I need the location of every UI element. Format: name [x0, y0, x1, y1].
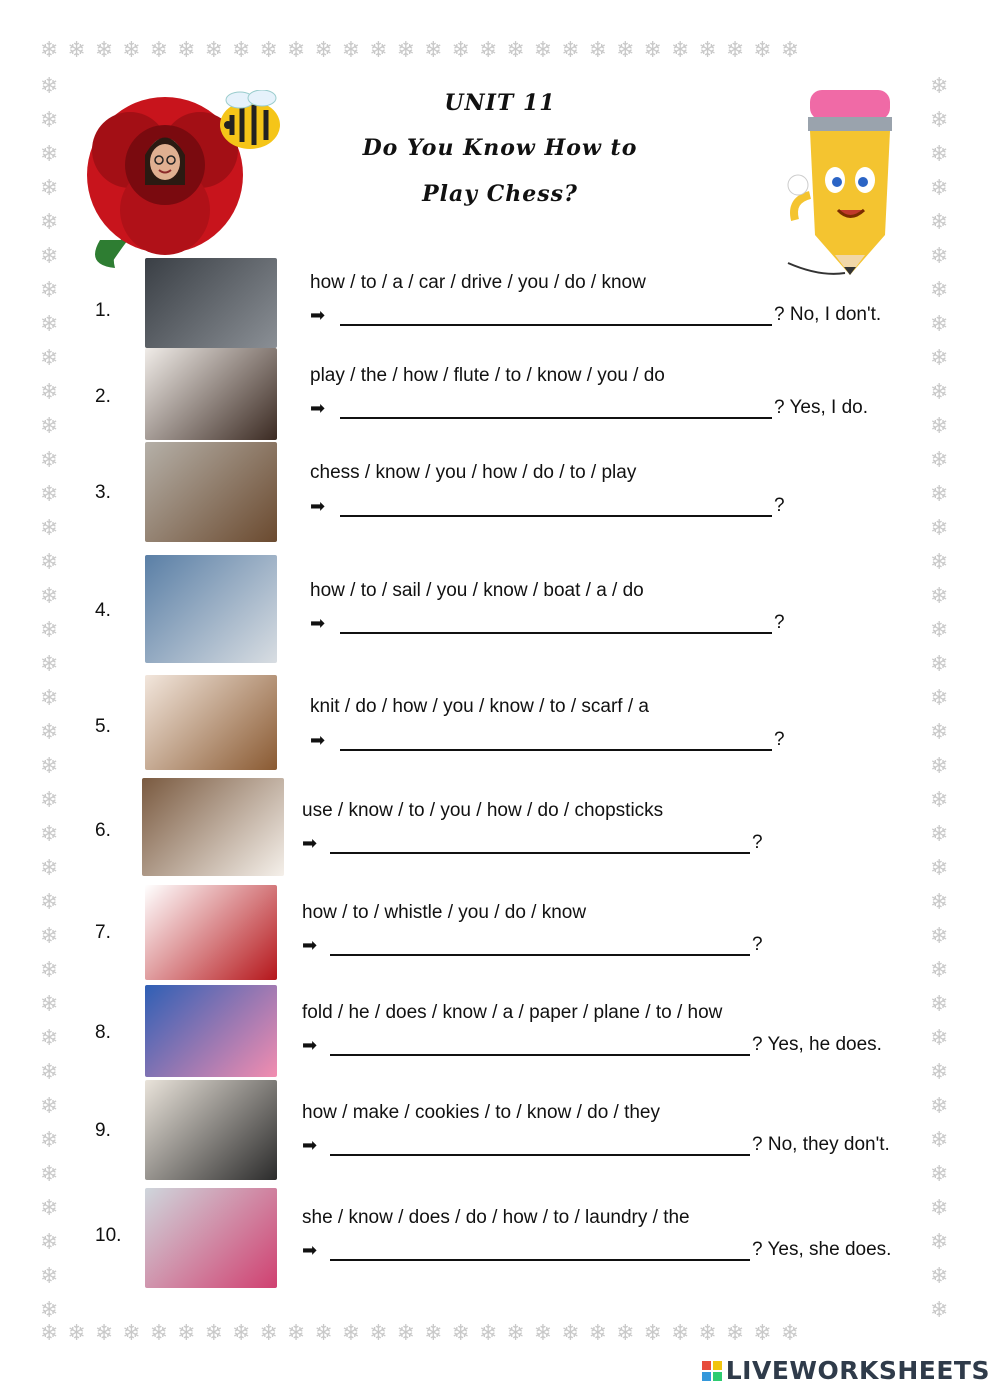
answer-tail: ?	[774, 612, 785, 633]
item-number: 3.	[95, 482, 111, 503]
item-number: 10.	[95, 1225, 122, 1246]
decorative-border-right: ❄❄❄❄❄❄❄❄❄❄❄❄❄❄❄❄❄❄❄❄❄❄❄❄❄❄❄❄❄❄❄❄❄❄❄❄❄	[930, 74, 949, 1322]
item-number: 1.	[95, 300, 111, 321]
answer-input-line[interactable]	[340, 417, 772, 419]
answer-tail: ?	[752, 832, 763, 853]
item-number: 5.	[95, 716, 111, 737]
activity-photo	[145, 1080, 277, 1180]
activity-photo	[142, 778, 284, 876]
scrambled-prompt: how / to / a / car / drive / you / do / know	[310, 272, 646, 293]
arrow-icon: ➡	[310, 613, 326, 634]
scrambled-prompt: fold / he / does / know / a / paper / plane / to / how	[302, 1002, 723, 1023]
decorative-border-top: ❄❄❄❄❄❄❄❄❄❄❄❄❄❄❄❄❄❄❄❄❄❄❄❄❄❄❄❄	[40, 40, 809, 63]
brand-name: LIVEWORKSHEETS	[725, 1356, 990, 1385]
arrow-icon: ➡	[310, 496, 326, 517]
arrow-icon: ➡	[302, 833, 318, 854]
activity-photo	[145, 985, 277, 1077]
scrambled-prompt: chess / know / you / how / do / to / play	[310, 462, 637, 483]
arrow-icon: ➡	[310, 730, 326, 751]
arrow-icon: ➡	[302, 1240, 318, 1261]
arrow-icon: ➡	[310, 398, 326, 419]
worksheet-title-line2: Play Chess?	[422, 181, 578, 207]
item-number: 8.	[95, 1022, 111, 1043]
liveworksheets-logo	[702, 1356, 990, 1385]
logo-grid-icon	[702, 1361, 722, 1381]
answer-input-line[interactable]	[340, 324, 772, 326]
activity-photo	[145, 885, 277, 980]
decorative-border-bottom: ❄❄❄❄❄❄❄❄❄❄❄❄❄❄❄❄❄❄❄❄❄❄❄❄❄❄❄❄	[40, 1323, 809, 1346]
answer-input-line[interactable]	[340, 632, 772, 634]
arrow-icon: ➡	[302, 1135, 318, 1156]
activity-photo	[145, 348, 277, 440]
answer-input-line[interactable]	[330, 1054, 750, 1056]
scrambled-prompt: use / know / to / you / how / do / chopsticks	[302, 800, 664, 821]
answer-input-line[interactable]	[330, 1154, 750, 1156]
activity-photo	[145, 555, 277, 663]
decorative-border-left: ❄❄❄❄❄❄❄❄❄❄❄❄❄❄❄❄❄❄❄❄❄❄❄❄❄❄❄❄❄❄❄❄❄❄❄❄❄	[40, 74, 59, 1322]
answer-tail: ? Yes, he does.	[752, 1034, 882, 1055]
answer-tail: ? No, they don't.	[752, 1134, 890, 1155]
pencil-mascot-illustration	[780, 85, 920, 280]
answer-tail: ?	[774, 495, 785, 516]
answer-input-line[interactable]	[330, 1259, 750, 1261]
unit-title: UNIT 11	[444, 90, 556, 116]
answer-tail: ?	[774, 729, 785, 750]
activity-photo	[145, 258, 277, 348]
scrambled-prompt: how / to / sail / you / know / boat / a / do	[310, 580, 644, 601]
answer-tail: ?	[752, 934, 763, 955]
answer-tail: ? No, I don't.	[774, 304, 882, 325]
item-number: 6.	[95, 820, 111, 841]
activity-photo	[145, 442, 277, 542]
arrow-icon: ➡	[302, 935, 318, 956]
scrambled-prompt: how / to / whistle / you / do / know	[302, 902, 587, 923]
arrow-icon: ➡	[310, 305, 326, 326]
scrambled-prompt: play / the / how / flute / to / know / you / do	[310, 365, 665, 386]
activity-photo	[145, 675, 277, 770]
worksheet-title-line1: Do You Know How to	[362, 135, 638, 161]
item-number: 9.	[95, 1120, 111, 1141]
arrow-icon: ➡	[302, 1035, 318, 1056]
answer-tail: ? Yes, I do.	[774, 397, 869, 418]
scrambled-prompt: knit / do / how / you / know / to / scarf / a	[310, 696, 649, 717]
item-number: 4.	[95, 600, 111, 621]
answer-input-line[interactable]	[330, 954, 750, 956]
answer-tail: ? Yes, she does.	[752, 1239, 892, 1260]
activity-photo	[145, 1188, 277, 1288]
answer-input-line[interactable]	[340, 749, 772, 751]
answer-input-line[interactable]	[340, 515, 772, 517]
answer-input-line[interactable]	[330, 852, 750, 854]
scrambled-prompt: she / know / does / do / how / to / laundry / the	[302, 1207, 690, 1228]
scrambled-prompt: how / make / cookies / to / know / do / they	[302, 1102, 661, 1123]
item-number: 7.	[95, 922, 111, 943]
item-number: 2.	[95, 386, 111, 407]
rose-avatar-illustration	[70, 90, 300, 280]
